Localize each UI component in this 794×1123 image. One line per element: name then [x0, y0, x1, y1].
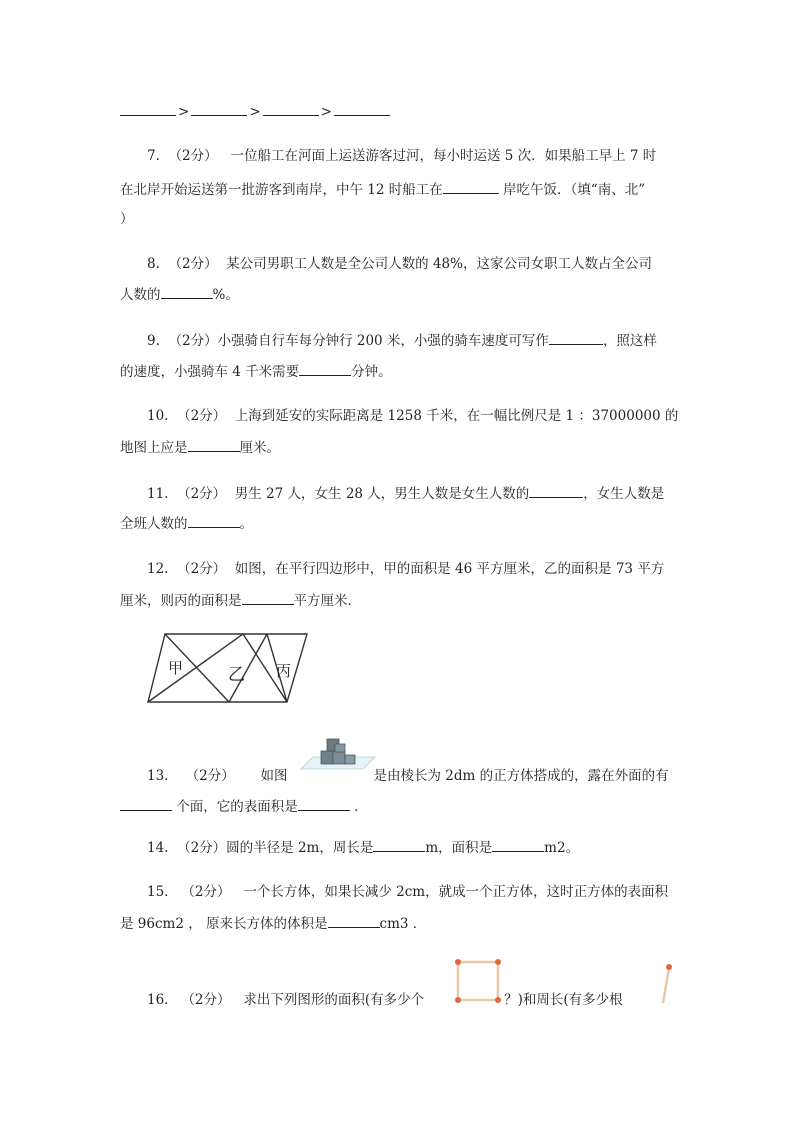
cube-stack-image: [299, 733, 377, 773]
q9-line1: [147, 330, 657, 351]
blank-1[interactable]: [120, 101, 176, 116]
question-text: %。: [212, 287, 239, 303]
question-number: 8.: [147, 256, 160, 272]
answer-blank[interactable]: [188, 437, 240, 452]
cube: [335, 744, 345, 752]
question-text: 小强骑自行车每分钟行 200 米，小强的骑车速度可写作: [217, 333, 549, 349]
question-text: ，照这样: [602, 333, 657, 349]
answer-blank[interactable]: [299, 361, 351, 376]
answer-blank[interactable]: [242, 590, 294, 605]
q7-line3: [120, 209, 134, 229]
question-number: 10.: [147, 408, 169, 424]
question-text: 如图，在平行四边形中，甲的面积是 46 平方厘米，乙的面积是 73 平方: [234, 561, 665, 577]
answer-blank[interactable]: [492, 837, 544, 852]
question-number: 14.: [147, 840, 169, 856]
gt-sign: >: [249, 104, 261, 120]
question-text: 是由棱长为 2dm 的正方体搭成的，露在外面的有: [373, 768, 669, 784]
blank-3[interactable]: [263, 101, 319, 116]
question-score: （2分）: [185, 768, 235, 784]
match-head: [495, 959, 501, 965]
q15-line2: [120, 913, 426, 934]
matchstick: [663, 968, 669, 1003]
blank-4[interactable]: [334, 101, 390, 116]
question-number: 15.: [147, 884, 169, 900]
question-score: （2分）: [177, 486, 227, 502]
blank-2[interactable]: [191, 101, 247, 116]
single-matchstick-image: [658, 962, 674, 1006]
answer-blank[interactable]: [328, 913, 380, 928]
question-score: （2分）: [181, 992, 231, 1008]
match-head: [455, 959, 461, 965]
question-number: 11.: [147, 486, 169, 502]
question-number: 13.: [147, 768, 169, 784]
question-text: ？)和周长(有多少根: [504, 992, 623, 1008]
q12-line1: [147, 559, 664, 579]
question-text: 岸吃午饭．（填“南、北”: [498, 182, 646, 198]
match-head: [666, 964, 672, 970]
q15-line1: [147, 882, 668, 902]
question-score: （2分）: [168, 256, 218, 272]
gt-sign: >: [320, 104, 332, 120]
answer-blank[interactable]: [529, 483, 583, 498]
question-text: 上海到延安的实际距离是 1258 千米，在一幅比例尺是 1 ：37000000 的: [234, 408, 679, 424]
question-score: （2分）: [177, 561, 227, 577]
q9-line2: [120, 361, 392, 382]
question-text: 一个长方体，如果长减少 2cm，就成一个正方体，这时正方体的表面积: [243, 884, 669, 900]
ordering-line: [120, 101, 390, 122]
question-text: m，面积是: [425, 840, 493, 856]
q12-line2: [120, 590, 361, 611]
question-text: ，女生人数是: [583, 486, 665, 502]
question-text: 。: [239, 516, 253, 532]
question-text: ．: [349, 799, 368, 815]
question-number: 12.: [147, 561, 169, 577]
question-text: 是 96cm2 ， 原来长方体的体积是: [120, 916, 328, 932]
question-text: 某公司男职工人数是全公司人数的 48%，这家公司女职工人数占全公司: [226, 256, 652, 272]
q10-line2: [120, 437, 280, 458]
question-text: 个面，它的表面积是: [172, 799, 298, 815]
question-text: 人数的: [120, 287, 161, 303]
question-text: 厘米，则丙的面积是: [120, 593, 242, 609]
q7-line2: [120, 179, 645, 200]
gt-sign: >: [178, 104, 190, 120]
question-text: m2。: [544, 840, 580, 856]
question-text: ）: [120, 211, 134, 227]
q11-line1: [147, 483, 664, 504]
q10-line1: [147, 406, 678, 426]
answer-blank[interactable]: [443, 179, 499, 194]
question-number: 16.: [147, 992, 169, 1008]
question-text: 男生 27 人，女生 28 人，男生人数是女生人数的: [234, 486, 530, 502]
label-jia: 甲: [168, 659, 184, 677]
answer-blank[interactable]: [188, 513, 240, 528]
answer-blank[interactable]: [161, 284, 213, 299]
match-head: [455, 997, 461, 1003]
question-number: 9.: [147, 333, 160, 349]
question-text: 的速度，小强骑车 4 千米需要: [120, 364, 300, 380]
answer-blank[interactable]: [298, 796, 350, 811]
cube: [321, 751, 333, 764]
answer-blank[interactable]: [373, 837, 425, 852]
question-number: 7.: [147, 148, 160, 164]
question-text: 厘米。: [239, 440, 280, 456]
label-bing: 丙: [276, 662, 292, 680]
question-score: （2分）: [177, 408, 227, 424]
question-text: 在北岸开始运送第一批游客到南岸，中午 12 时船工在: [120, 182, 443, 198]
question-text: 如图: [260, 768, 288, 784]
question-text: 一位船工在河面上运送游客过河，每小时运送 5 次．如果船工早上 7 时: [230, 148, 657, 164]
question-score: （2分）: [168, 148, 218, 164]
question-text: 分钟。: [351, 364, 392, 380]
answer-blank[interactable]: [549, 330, 603, 345]
cube: [345, 755, 355, 764]
matchstick-square-image: [452, 957, 504, 1005]
cube: [333, 751, 345, 764]
q13-line1: [147, 766, 669, 786]
question-text: 平方厘米．: [293, 593, 361, 609]
q16-line1: [147, 990, 623, 1010]
label-yi: 乙: [228, 665, 245, 685]
answer-blank[interactable]: [120, 796, 172, 811]
question-text: 地图上应是: [120, 440, 188, 456]
question-score: （2分）: [177, 840, 227, 856]
question-text: cm3 ．: [379, 916, 427, 932]
question-text: 全班人数的: [120, 516, 188, 532]
q7-line1: [147, 146, 656, 166]
q8-line2: [120, 284, 239, 305]
question-score: （2分）: [168, 333, 218, 349]
question-text: 求出下列图形的面积(有多少个: [243, 992, 425, 1008]
question-score: （2分）: [181, 884, 231, 900]
q11-line2: [120, 513, 253, 534]
q13-line2: [120, 796, 368, 817]
q8-line1: [147, 254, 652, 274]
q14-line1: [147, 837, 579, 858]
match-head: [495, 997, 501, 1003]
question-text: 圆的半径是 2m，周长是: [226, 840, 374, 856]
